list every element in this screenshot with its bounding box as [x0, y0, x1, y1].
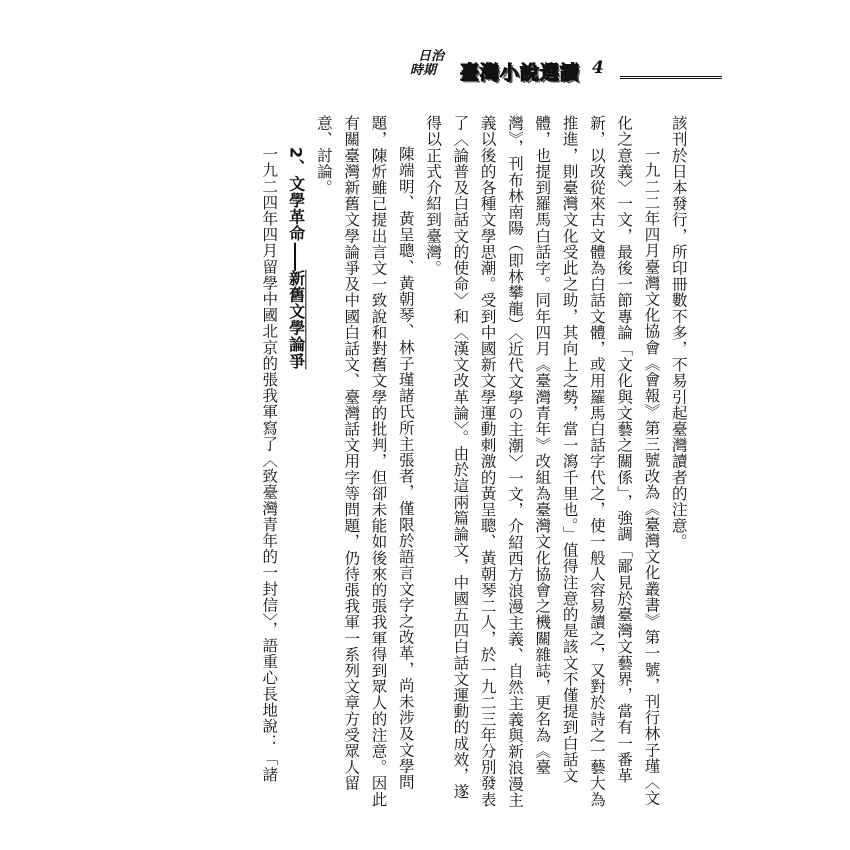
page-number: 4	[592, 58, 604, 78]
paragraph-4: 一九二四年四月留學中國北京的張我軍寫了〈致臺灣青年的一封信〉，語重心長地說：「諸	[260, 146, 279, 783]
running-header	[392, 50, 722, 92]
book-title: 臺灣小說選讀	[460, 62, 581, 84]
paragraph-1: 該刊於日本發行，所印冊數不多，不易引起臺灣讀者的注意。	[669, 115, 688, 550]
paragraph-2: 一九二二年四月臺灣文化協會《會報》第三號改為《臺灣文化叢書》第一號，刊行林子瑾〈文化之意義〉一文，最後一節專論「文化與文藝之關係」，強調「鄙見於臺灣文藝界，當有一番革新，以改從來古文體為白話文體，或用羅馬白話字代之，使一般人容易讀之，又對於詩之一藝大為推進，則臺灣文化受此之助，其向上之勢，當一瀉千里也。」值得注意的是該文不僅提到白話文體，也提到羅馬白話字。同年四月《臺灣青年》改組為臺灣文化協會之機關雜誌，更名為《臺灣》，刊布林南陽（即林攀龍）〈近代文學の主潮〉一文，介紹西方浪漫主義、自然主義與新浪漫主義以後的各種文學思潮。受到中國新文學運動刺激的黃呈聰、黃朝琴二人，於一九二三年分別發表了〈論普及白話文的使命〉和〈漢文改革論〉。由於這兩篇論文，中國五四白話文運動的成效，遂得以正式介紹到臺灣。	[424, 115, 661, 808]
body-text	[255, 115, 688, 815]
series-mark	[410, 50, 444, 78]
series-mark-line1: 日治	[418, 49, 445, 64]
paragraph-3: 陳端明、黃呈聰、黃朝琴、林子瑾諸氏所主張者，僅限於語言文字之改革，尚未涉及文學問題，陳炘雖已提出言文一致說和對舊文學的批判，但卻未能如後來的張我軍得到眾人的注意。因此有關臺灣新舊文學論爭及中國白話文、臺灣話文用字等問題，仍待張我軍一系列文章方受眾人留意、討論。	[314, 115, 415, 808]
section-heading-dash: ——	[286, 241, 306, 270]
series-mark-line2: 時期	[410, 63, 437, 78]
section-heading-main: 2、文學革命	[286, 147, 306, 242]
section-heading-sub: 新舊文學論爭	[286, 269, 306, 370]
header-rule	[620, 76, 722, 79]
section-heading	[282, 115, 309, 815]
vertical-text-column	[255, 115, 692, 815]
